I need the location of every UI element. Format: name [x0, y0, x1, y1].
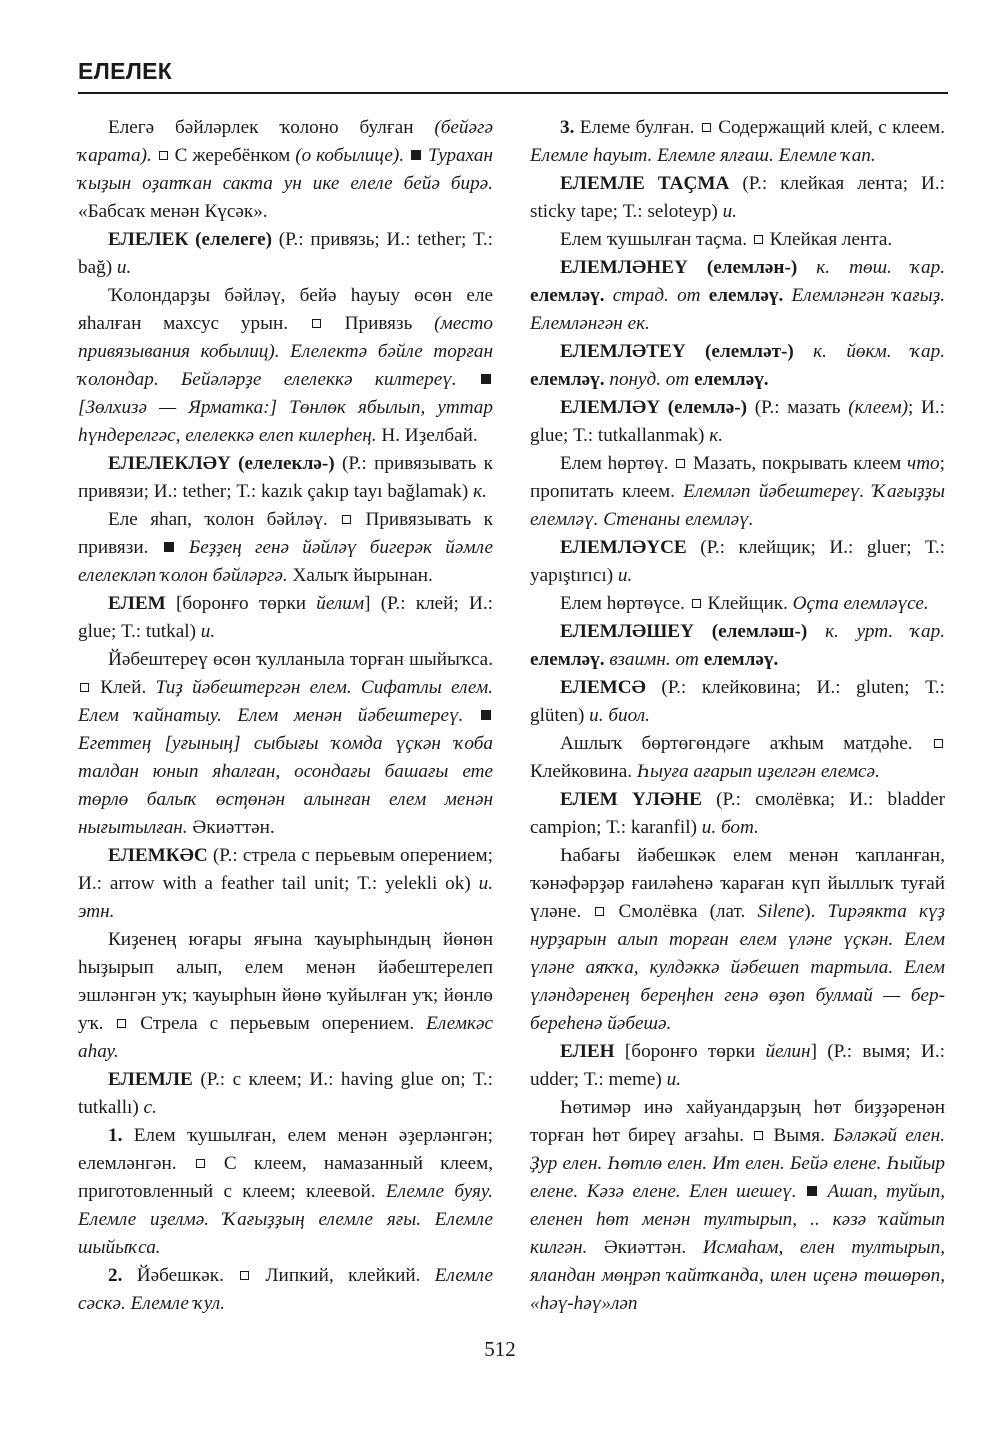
dictionary-paragraph — [78, 842, 493, 926]
italic-text: что — [907, 453, 940, 474]
dictionary-paragraph — [78, 926, 493, 1066]
headword-text: ЕЛЕМЛӘНЕҮ (елемлән-) — [560, 257, 798, 278]
italic-text: Тиҙ йәбештергән елем. Сифатлы елем. Елем ҡайнатыу. Елем менән йәбештереү. — [78, 677, 493, 726]
left-column — [78, 114, 493, 1318]
dictionary-paragraph — [530, 590, 945, 618]
dictionary-paragraph — [78, 450, 493, 506]
headword-text: ЕЛЕН — [560, 1041, 615, 1062]
plain-text — [176, 537, 189, 558]
translation-square-icon — [754, 235, 763, 244]
translation-square-icon — [117, 1019, 126, 1028]
plain-text: Привязь — [322, 313, 435, 334]
italic-text: Silene — [757, 901, 805, 922]
plain-text — [797, 257, 816, 278]
headword-text: ЕЛЕМСӘ — [560, 677, 646, 698]
headword-text: ЕЛЕМЛӘҮ (елемлә-) — [560, 397, 748, 418]
dictionary-paragraph — [78, 1262, 493, 1318]
translation-square-icon — [240, 1271, 249, 1280]
italic-text: Елемләп йәбештереү. Ҡағыҙҙы елемләү. Стенаны елемләү. — [530, 481, 945, 530]
dictionary-paragraph — [78, 590, 493, 646]
italic-text: и. — [722, 201, 737, 222]
italic-text: страд. от — [612, 285, 701, 306]
plain-text: Киҙенең юғары яғына ҡауырһындың йөнөн һыҙырып алып, елем менән йәбештерелеп эшләнгән уҡ; ҡауырһын йөнө ҡуйылған уҡ; йөнлө уҡ. — [78, 929, 493, 1034]
plain-text: (Р.: привязывать к привязи; И.: tether; Т.: kazık çakıp tayı bağlamak) — [78, 453, 493, 502]
right-column — [530, 114, 945, 1318]
plain-text: Әкиәттән. — [187, 817, 275, 838]
headword-text: ЕЛЕМЛӘШЕҮ (елемләш-) — [560, 621, 808, 642]
plain-text: (Р.: с клеем; И.: having glue on; Т.: tutkallı) — [78, 1069, 493, 1118]
plain-text — [783, 285, 791, 306]
plain-text: Смолёвка (лат. — [606, 901, 758, 922]
italic-text: Исмаһам, елен тултырып, яландан мөңрәп ҡайтҡанда, илен иҫенә төшөрөп, «һәү-һәү»ләп — [530, 1237, 945, 1314]
italic-text: Елемле сәскә. Елемле ҡул. — [78, 1265, 493, 1314]
italic-text: Елемләнгән ҡағыҙ. Елемләнгән ек. — [530, 285, 946, 334]
plain-text — [807, 621, 825, 642]
plain-text: [боронғо төрки — [165, 593, 317, 614]
plain-text: (Р.: клейкая лента; И.: sticky tape; Т.: seloteyp) — [530, 173, 946, 222]
plain-text — [794, 341, 813, 362]
italic-text: к. — [709, 425, 724, 446]
plain-text: Елем ҡушылған, елем менән әҙерләнгән; елемләнгән. — [78, 1125, 493, 1174]
italic-text: и. бот. — [701, 817, 759, 838]
plain-text: (Р.: смолёвка; И.: bladder campion; Т.: karanfil) — [530, 789, 945, 838]
italic-text: (клеем) — [848, 397, 908, 418]
plain-text: Клей. — [91, 677, 156, 698]
plain-text: Привязывать к привязи. — [78, 509, 493, 558]
translation-square-icon — [754, 1131, 763, 1140]
plain-text: (Р.: стрела с перьевым оперением; И.: arrow with a feather tail unit; Т.: yelekli ok) — [78, 845, 493, 894]
plain-text: Һөтимәр инә хайуандарҙың һөт биҙҙәренән торған һөт биреү ағзаһы. — [530, 1097, 945, 1146]
dictionary-paragraph — [530, 254, 945, 338]
italic-text: и. биол. — [589, 705, 650, 726]
dictionary-paragraph — [530, 786, 945, 842]
italic-text: к. йөкм. ҡар. — [813, 341, 945, 362]
plain-text — [605, 285, 613, 306]
plain-text: Клейщик. — [702, 593, 793, 614]
plain-text: Клейкая лента. — [764, 229, 893, 250]
translation-square-icon — [80, 683, 89, 692]
dictionary-paragraph — [530, 618, 945, 674]
plain-text — [797, 1181, 805, 1202]
headword-text: ЕЛЕМЛӘҮСЕ — [560, 537, 687, 558]
italic-text: Ашап, туйып, еленен һөт менән тултырып, .. кәзә ҡайтып килгән. — [530, 1181, 946, 1258]
dictionary-paragraph — [530, 338, 945, 394]
italic-text: и. — [617, 565, 633, 586]
italic-text: Оҫта елемләүсе. — [792, 593, 929, 614]
italic-text: понуд. от — [609, 369, 690, 390]
italic-text: Һыуға ағарып иҙелгән елемсә. — [636, 761, 880, 782]
headword-text: ЕЛЕМ ҮЛӘНЕ — [560, 789, 702, 810]
italic-text: йелим — [316, 593, 365, 614]
plain-text: ] (Р.: вымя; И.: udder; Т.: meme) — [530, 1041, 945, 1090]
plain-text: Йәбешкәк. — [122, 1265, 239, 1286]
dictionary-paragraph — [78, 506, 493, 590]
dictionary-paragraph — [530, 730, 945, 786]
plain-text: Еле яһап, ҡолон бәйләү. — [108, 509, 341, 530]
dictionary-paragraph — [78, 646, 493, 842]
plain-text: Елем һөртөүсе. — [560, 593, 690, 614]
italic-text: (о кобылице). — [295, 145, 405, 166]
plain-text: С клеем, намазанный клеем, приготовленный с клеем; клеевой. — [78, 1153, 494, 1202]
plain-text: Әкиәттән. — [587, 1237, 703, 1258]
translation-square-icon — [702, 123, 711, 132]
translation-square-icon — [934, 739, 943, 748]
plain-text — [457, 369, 479, 390]
plain-text: Йәбештереү өсөн ҡулланыла торған шыйыҡса. — [108, 649, 493, 670]
headword-text: ЕЛЕЛЕК (елелеге) — [108, 229, 272, 250]
dictionary-paragraph — [530, 842, 945, 1038]
italic-text: Турахан ҡыҙын оҙатҡан сакта ун ике елеле бейә бирә. — [78, 145, 494, 194]
plain-text: ] (Р.: клей; И.: glue; Т.: tutkal) — [78, 593, 493, 642]
headword-text: елемләү. — [530, 369, 605, 390]
plain-text: Клейковина. — [530, 761, 637, 782]
headword-text: 3. — [560, 117, 575, 138]
headword-text: ЕЛЕМЛӘТЕҮ (елемләт-) — [560, 341, 794, 362]
plain-text: (Р.: клейщик; И.: gluer; Т.: yapıştırıcı) — [530, 537, 945, 586]
plain-text: (Р.: мазать — [747, 397, 849, 418]
dictionary-paragraph — [530, 394, 945, 450]
plain-text: Мазать, покрывать клеем — [687, 453, 908, 474]
headword-text: ЕЛЕМКӘС — [108, 845, 208, 866]
dictionary-paragraph — [530, 674, 945, 730]
dictionary-paragraph — [530, 1094, 945, 1318]
plain-text: ; И.: glue; Т.: tutkallanmak) — [530, 397, 945, 446]
italic-text: Елемле һауыт. Елемле ялғаш. Елемле ҡап. — [530, 145, 876, 166]
headword-text: ЕЛЕЛЕКЛӘҮ (елелеклә-) — [108, 453, 335, 474]
italic-text: Елемкәс аһау. — [78, 1013, 494, 1062]
headword-text: 1. — [108, 1125, 123, 1146]
plain-text: ). — [804, 901, 828, 922]
dictionary-paragraph — [78, 282, 493, 450]
dictionary-paragraph — [530, 170, 945, 226]
dictionary-paragraph — [78, 1066, 493, 1122]
plain-text: Елеме булған. — [574, 117, 700, 138]
headword-text: 2. — [108, 1265, 123, 1286]
plain-text: Н. Иҙелбай. — [376, 425, 478, 446]
plain-text: Һабағы йәбешкәк елем менән ҡапланған, ҡәнәфәрҙәр ғаиләһенә ҡараған күп йыллыҡ туғай үләне. — [530, 845, 945, 922]
dictionary-paragraph — [78, 1122, 493, 1262]
plain-text: Халыҡ йырынан. — [287, 565, 433, 586]
plain-text — [463, 705, 479, 726]
translation-square-icon — [595, 907, 604, 916]
dictionary-paragraph — [530, 1038, 945, 1094]
headword-text: елемләү. — [708, 285, 784, 306]
dictionary-paragraph — [530, 114, 945, 170]
italic-text: (место привязывания кобылиц). Елелектә бәйле торған ҡолондар. Бейәләрҙе елелеккә килтереү. — [78, 313, 494, 390]
plain-text: Елегә бәйләрлек ҡолоно булған — [108, 117, 435, 138]
translation-square-icon — [196, 1159, 205, 1168]
plain-text: Вымя. — [765, 1125, 834, 1146]
dictionary-paragraph — [530, 226, 945, 254]
italic-text: Беҙҙең генә йәйләү бигерәк йәмле елелекләп ҡолон бәйләргә. — [78, 537, 493, 586]
headword-text: елемләү. — [530, 649, 605, 670]
headword-text: елемләү. — [694, 369, 769, 390]
italic-text: и. — [666, 1069, 681, 1090]
headword-text: елемләү. — [703, 649, 779, 670]
translation-square-icon — [312, 319, 321, 328]
translation-square-icon — [692, 599, 701, 608]
translation-square-icon — [159, 151, 168, 160]
italic-text: [Зөлхизә — Ярматка:] Төнлөк ябылып, уттар һүндерелгәс, елелеккә елеп килерһең. — [78, 397, 493, 446]
headword-text: ЕЛЕМЛЕ ТАҪМА — [560, 173, 730, 194]
plain-text: Елем һөртөү. — [560, 453, 675, 474]
plain-text: [боронғо төрки — [614, 1041, 766, 1062]
italic-text: Егеттең [уғыныӊ] сыбығы ҡомда үҫкән ҡоба талдан юнып яһалған, осондағы башағы ете төрлө балыҡ өсҭөнән алынған елем менән нығытылған. — [78, 733, 493, 838]
example-black-square-icon — [164, 542, 174, 552]
plain-text: Липкий, клейкий. — [251, 1265, 435, 1286]
italic-text: (бейәгә ҡарата). — [78, 117, 493, 166]
plain-text: Ашлыҡ бөртөгөндәге аҡһым матдәһе. — [560, 733, 932, 754]
header-rule — [78, 92, 948, 94]
plain-text: «Бабсаҡ менән Күсәк». — [78, 201, 268, 222]
plain-text: ; пропитать клеем. — [530, 453, 945, 502]
italic-text: Бәләкәй елен. Ҙур елен. Һөтлө елен. Ит елен. Бейә елене. Һыйыр елене. Кәзә елене. Елен шешеү. — [530, 1125, 945, 1202]
plain-text: Содержащий клей, с клеем. — [712, 117, 945, 138]
italic-text: и. — [200, 621, 216, 642]
headword-text: елемләү. — [530, 285, 605, 306]
italic-text: к. урт. ҡар. — [825, 621, 946, 642]
headword-text: ЕЛЕМ — [108, 593, 166, 614]
plain-text: С жеребёнком — [169, 145, 296, 166]
dictionary-paragraph — [530, 450, 945, 534]
plain-text: (Р.: клейковина; И.: gluten; Т.: glüten) — [530, 677, 945, 726]
italic-text: к. — [473, 481, 487, 502]
example-black-square-icon — [411, 150, 421, 160]
dictionary-paragraph — [78, 226, 493, 282]
plain-text: Елем ҡушылған таҫма. — [560, 229, 752, 250]
translation-square-icon — [676, 459, 685, 468]
dictionary-paragraph — [530, 534, 945, 590]
italic-text: Елемле буяу. Елемле иҙелмә. Ҡағыҙҙың елемле яғы. Елемле шыйыҡса. — [78, 1181, 494, 1258]
plain-text: Ҡолондарҙы бәйләү, бейә һауыу өсөн еле яһалған махсус урын. — [78, 285, 493, 334]
translation-square-icon — [342, 515, 351, 524]
running-header: ЕЛЕЛЕК — [78, 58, 173, 84]
italic-text: с. — [143, 1097, 157, 1118]
plain-text — [152, 145, 157, 166]
example-black-square-icon — [807, 1186, 817, 1196]
italic-text: йелин — [765, 1041, 811, 1062]
plain-text: (Р.: привязь; И.: tether; Т.: bağ) — [78, 229, 493, 278]
italic-text: и. — [116, 257, 132, 278]
italic-text: к. төш. ҡар. — [816, 257, 946, 278]
italic-text: и. этн. — [78, 873, 493, 922]
page-number: 512 — [484, 1337, 516, 1361]
italic-text: взаимн. от — [609, 649, 699, 670]
example-black-square-icon — [481, 710, 491, 720]
italic-text: Тирәякта күҙ нурҙарын алып торған елем үләне үҫкән. Елем үләне аяҡҡа, кулдәккә йәбешеп тартыла. Елем үләндәренең береңһен генә өҙөп булмай — бер-береһенә йәбешә. — [530, 901, 945, 1034]
headword-text: ЕЛЕМЛЕ — [108, 1069, 193, 1090]
plain-text: Стрела с перьевым оперением. — [128, 1013, 427, 1034]
plain-text — [701, 285, 709, 306]
plain-text — [404, 145, 409, 166]
example-black-square-icon — [481, 374, 491, 384]
dictionary-paragraph — [78, 114, 493, 226]
